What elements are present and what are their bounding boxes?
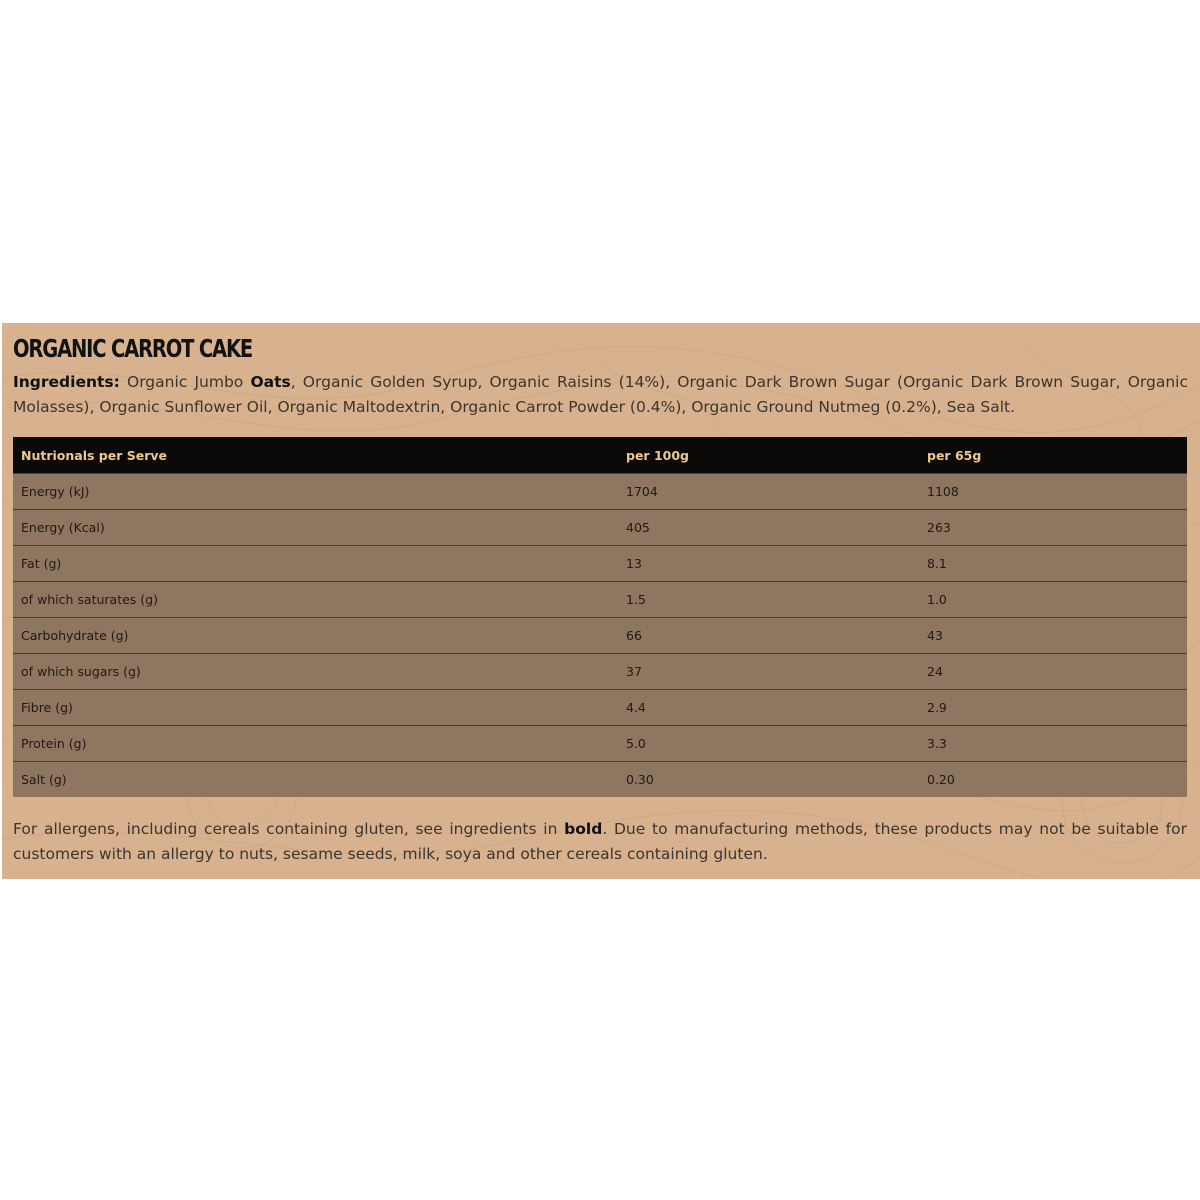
header-per-100g: per 100g: [618, 437, 919, 474]
nutrient-name: Carbohydrate (g): [13, 618, 618, 654]
table-row: [13, 690, 1187, 726]
value-per-100g: 4.4: [618, 690, 919, 726]
value-per-65g: 8.1: [919, 546, 1187, 582]
ingredients-allergen-oats: Oats: [250, 373, 291, 391]
table-row: [13, 546, 1187, 582]
value-per-65g: 0.20: [919, 762, 1187, 798]
value-per-65g: 263: [919, 510, 1187, 546]
ingredients-text-2: , Organic Golden Syrup, Organic Raisins (14%), Organic Dark Brown Sugar (Organic Dark Brown Sugar, Organic Molasses), Organic Sunflower Oil, Organic Maltodextrin, Organic Carrot Powder (0.4%), Organic Ground Nutmeg (0.2%), Sea Salt.: [13, 373, 1189, 416]
header-nutrient: Nutrionals per Serve: [13, 437, 618, 474]
nutrient-name: of which saturates (g): [13, 582, 618, 618]
table-row: [13, 510, 1187, 546]
value-per-100g: 13: [618, 546, 919, 582]
allergen-text-1: For allergens, including cereals containing gluten, see ingredients in: [13, 820, 565, 838]
table-row: [13, 582, 1187, 618]
value-per-65g: 1.0: [919, 582, 1187, 618]
value-per-100g: 37: [618, 654, 919, 690]
allergen-text-2: . Due to manufacturing methods, these products may not be suitable for customers with an allergy to nuts, sesame seeds, milk, soya and other cereals containing gluten.: [13, 820, 1187, 863]
value-per-100g: 1.5: [618, 582, 919, 618]
ingredients-text-1: Organic Jumbo: [119, 373, 251, 391]
panel-content: [13, 323, 1189, 863]
value-per-65g: 2.9: [919, 690, 1187, 726]
nutrition-header-row: [13, 437, 1187, 474]
table-row: [13, 762, 1187, 798]
allergen-notice: [13, 817, 1187, 867]
nutrient-name: of which sugars (g): [13, 654, 618, 690]
ingredients-label: Ingredients:: [13, 373, 120, 391]
nutrient-name: Fibre (g): [13, 690, 618, 726]
allergen-bold-word: bold: [564, 820, 603, 838]
value-per-65g: 3.3: [919, 726, 1187, 762]
value-per-65g: 24: [919, 654, 1187, 690]
value-per-100g: 5.0: [618, 726, 919, 762]
nutrient-name: Fat (g): [13, 546, 618, 582]
nutrition-table: [13, 437, 1187, 797]
nutrient-name: Protein (g): [13, 726, 618, 762]
nutrition-info-panel: [2, 323, 1200, 879]
table-row: [13, 726, 1187, 762]
value-per-100g: 66: [618, 618, 919, 654]
table-row: [13, 654, 1187, 690]
product-title: ORGANIC CARROT CAKE: [13, 334, 253, 363]
value-per-100g: 0.30: [618, 762, 919, 798]
table-row: [13, 618, 1187, 654]
nutrient-name: Salt (g): [13, 762, 618, 798]
nutrient-name: Energy (kJ): [13, 474, 618, 510]
nutrient-name: Energy (Kcal): [13, 510, 618, 546]
ingredients-paragraph: [13, 370, 1188, 420]
table-row: [13, 474, 1187, 510]
value-per-65g: 43: [919, 618, 1187, 654]
value-per-65g: 1108: [919, 474, 1187, 510]
header-per-65g: per 65g: [919, 437, 1187, 474]
value-per-100g: 1704: [618, 474, 919, 510]
value-per-100g: 405: [618, 510, 919, 546]
